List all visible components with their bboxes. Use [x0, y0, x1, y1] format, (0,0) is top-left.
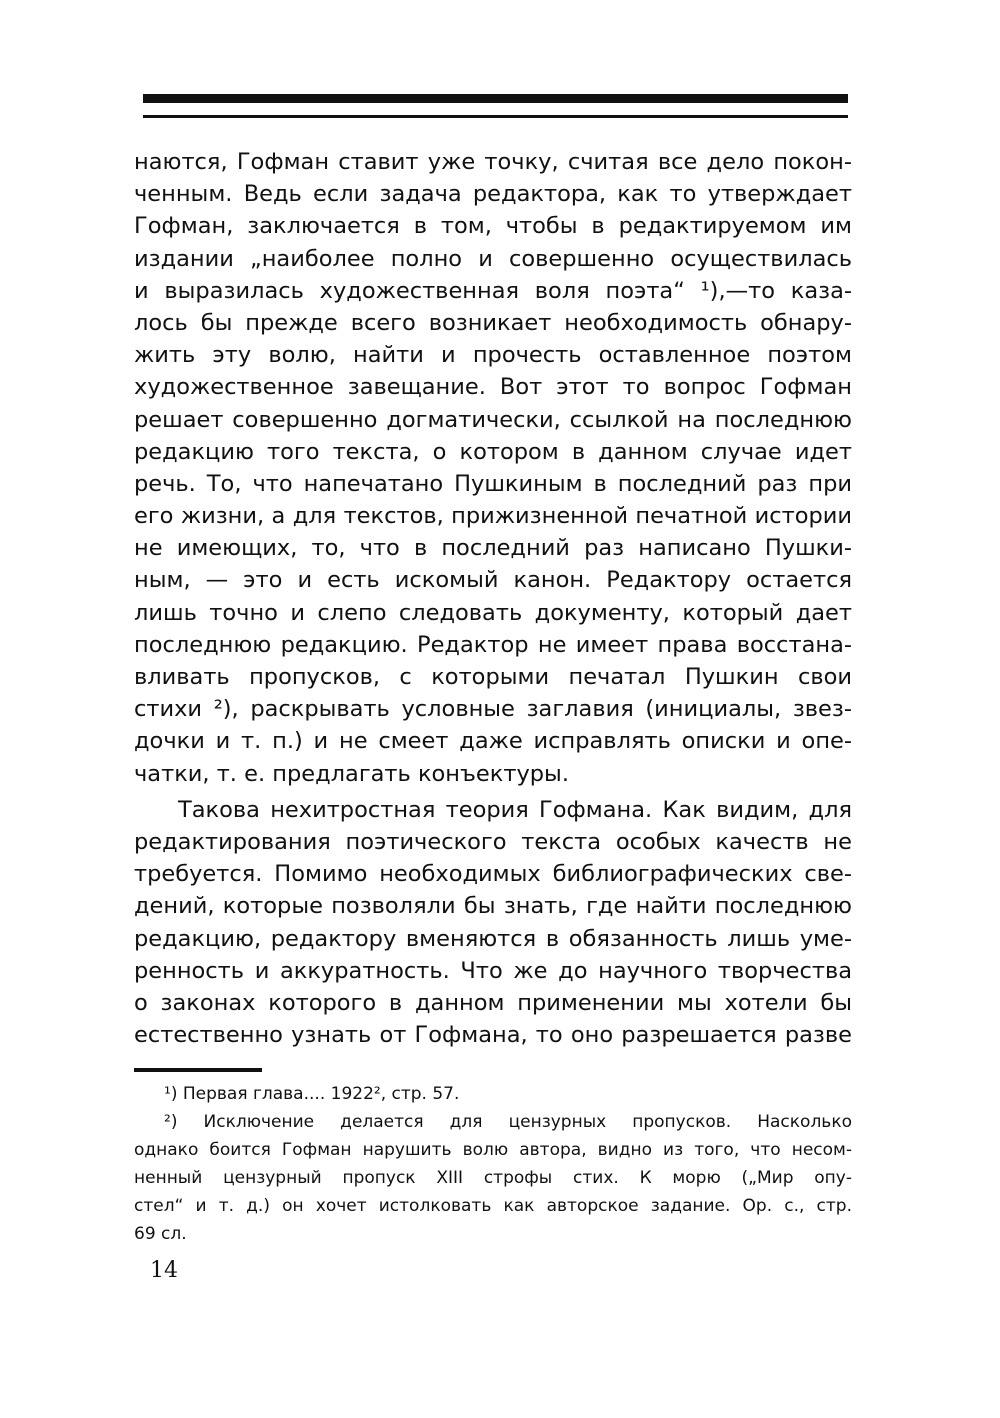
body-line: не имеющих, то, что в последний раз написано Пушки-: [134, 535, 852, 562]
footnote-line: ²) Исключение делается для цензурных пропусков. Насколько: [164, 1112, 852, 1132]
body-text: [134, 146, 852, 1051]
body-line: о законах которого в данном применении мы хотели бы: [134, 989, 852, 1016]
footnote-line: стел“ и т. д.) он хочет истолковать как авторское задание. Ор. с., стр.: [134, 1196, 852, 1216]
body-line: дочки и т. п.) и не смеет даже исправлять описки и опе-: [134, 728, 852, 755]
header-rule-thick: [143, 94, 848, 103]
footnote-rule: [134, 1068, 262, 1072]
body-line: ченным. Ведь если задача редактора, как то утверждает: [134, 181, 852, 208]
body-line: речь. То, что напечатано Пушкиным в последний раз при: [134, 470, 852, 497]
body-line: решает совершенно догматически, ссылкой на последнюю: [134, 406, 852, 433]
body-line: ренность и аккуратность. Что же до научного творчества: [134, 957, 852, 984]
footnote-line: ненный цензурный пропуск XIII строфы стих. К морю („Мир опу-: [134, 1168, 852, 1188]
body-line: стихи ²), раскрывать условные заглавия (инициалы, звез-: [134, 696, 852, 723]
page-number: 14: [150, 1258, 178, 1283]
body-line: издании „наиболее полно и совершенно осуществилась: [134, 245, 852, 272]
body-line: требуется. Помимо необходимых библиографических све-: [134, 861, 852, 888]
body-line: редакцию, редактору вменяются в обязанность лишь уме-: [134, 925, 852, 952]
body-line: последнюю редакцию. Редактор не имеет права восстана-: [134, 631, 852, 658]
body-line: Гофман, заключается в том, чтобы в редактируемом им: [134, 213, 852, 240]
body-line: и выразилась художественная воля поэта“ ¹),—то каза-: [134, 277, 852, 304]
body-line: лишь точно и слепо следовать документу, который дает: [134, 599, 852, 626]
body-line: лось бы прежде всего возникает необходимость обнару-: [134, 309, 852, 336]
body-line: редактирования поэтического текста особых качеств не: [134, 828, 852, 855]
body-line: редакцию того текста, о котором в данном случае идет: [134, 438, 852, 465]
body-line: естественно узнать от Гофмана, то оно разрешается разве: [134, 1022, 852, 1049]
header-rule-thin: [143, 115, 848, 118]
footnote-line: однако боится Гофман нарушить волю автора, видно из того, что несом-: [134, 1140, 852, 1160]
body-line: его жизни, а для текстов, прижизненной печатной истории: [134, 503, 852, 530]
body-line: жить эту волю, найти и прочесть оставленное поэтом: [134, 342, 852, 369]
body-line: вливать пропусков, с которыми печатал Пушкин свои: [134, 664, 852, 690]
footnotes: [134, 1080, 852, 1248]
body-line: Такова нехитростная теория Гофмана. Как видим, для: [178, 796, 852, 823]
body-line: ным, — это и есть искомый канон. Редактору остается: [134, 567, 852, 594]
body-line: дений, которые позволяли бы знать, где найти последнюю: [134, 893, 852, 920]
body-line: наются, Гофман ставит уже точку, считая все дело покон-: [134, 149, 852, 175]
body-line: чатки, т. е. предлагать конъектуры.: [134, 760, 569, 787]
footnote-line: ¹) Первая глава.... 1922², стр. 57.: [164, 1084, 460, 1104]
body-line: художественное завещание. Вот этот то вопрос Гофман: [134, 374, 852, 401]
footnote-line: 69 сл.: [134, 1224, 187, 1244]
